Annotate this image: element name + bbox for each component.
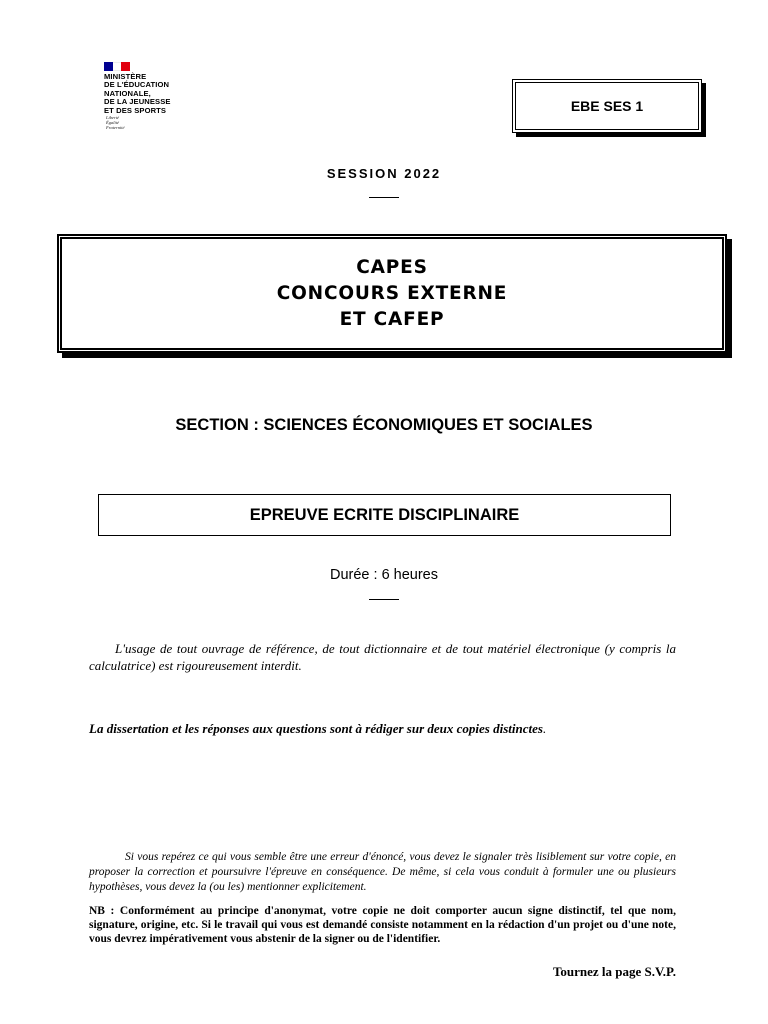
exam-title-box: [57, 234, 727, 353]
exam-code: EBE SES 1: [570, 98, 644, 114]
title-line-2: CONCOURS EXTERNE: [276, 282, 508, 304]
republic-motto: Liberté Égalité Fraternité: [106, 115, 125, 130]
exam-code-box: [512, 79, 702, 133]
duration-divider: [369, 599, 399, 600]
copies-instruction: La dissertation et les réponses aux questions sont à rédiger sur deux copies distinctes.: [89, 721, 547, 736]
session-divider: [369, 197, 399, 198]
materials-instruction: L'usage de tout ouvrage de référence, de tout dictionnaire et de tout matériel électronique (y compris la calculatrice) est rigoureusement interdit.: [89, 641, 676, 673]
section-title: SECTION : SCIENCES ÉCONOMIQUES ET SOCIALES: [175, 416, 593, 434]
epreuve-title: EPREUVE ECRITE DISCIPLINAIRE: [249, 505, 520, 524]
ministry-name: MINISTÈRE DE L'ÉDUCATION NATIONALE, DE LA JEUNESSE ET DES SPORTS: [104, 72, 171, 115]
anonymity-notice: NB : Conformément au principe d'anonymat, votre copie ne doit comporter aucun signe distinctif, tel que nom, signature, origine, etc. Si le travail qui vous est demandé consiste notamment en la rédaction d'un projet ou d'une note, vous devrez impérativement vous abstenir de la signer ou de l'identifier.: [89, 905, 676, 945]
ministry-logo: [104, 62, 194, 142]
title-line-1: CAPES: [356, 256, 428, 278]
epreuve-box: [98, 494, 671, 536]
turn-page-note: Tournez la page S.V.P.: [552, 964, 676, 979]
title-line-3: ET CAFEP: [339, 308, 445, 330]
french-flag-icon: [104, 62, 130, 71]
session-label: SESSION 2022: [326, 166, 442, 181]
error-notice: Si vous repérez ce qui vous semble être une erreur d'énoncé, vous devez le signaler très lisiblement sur votre copie, en proposer la correction et poursuivre l'épreuve en conséquence. De même, si cela vous conduit à formuler une ou plusieurs hypothèses, vous devez la (ou les) mentionner explicitement.: [89, 851, 676, 893]
duration: Durée : 6 heures: [329, 567, 438, 583]
